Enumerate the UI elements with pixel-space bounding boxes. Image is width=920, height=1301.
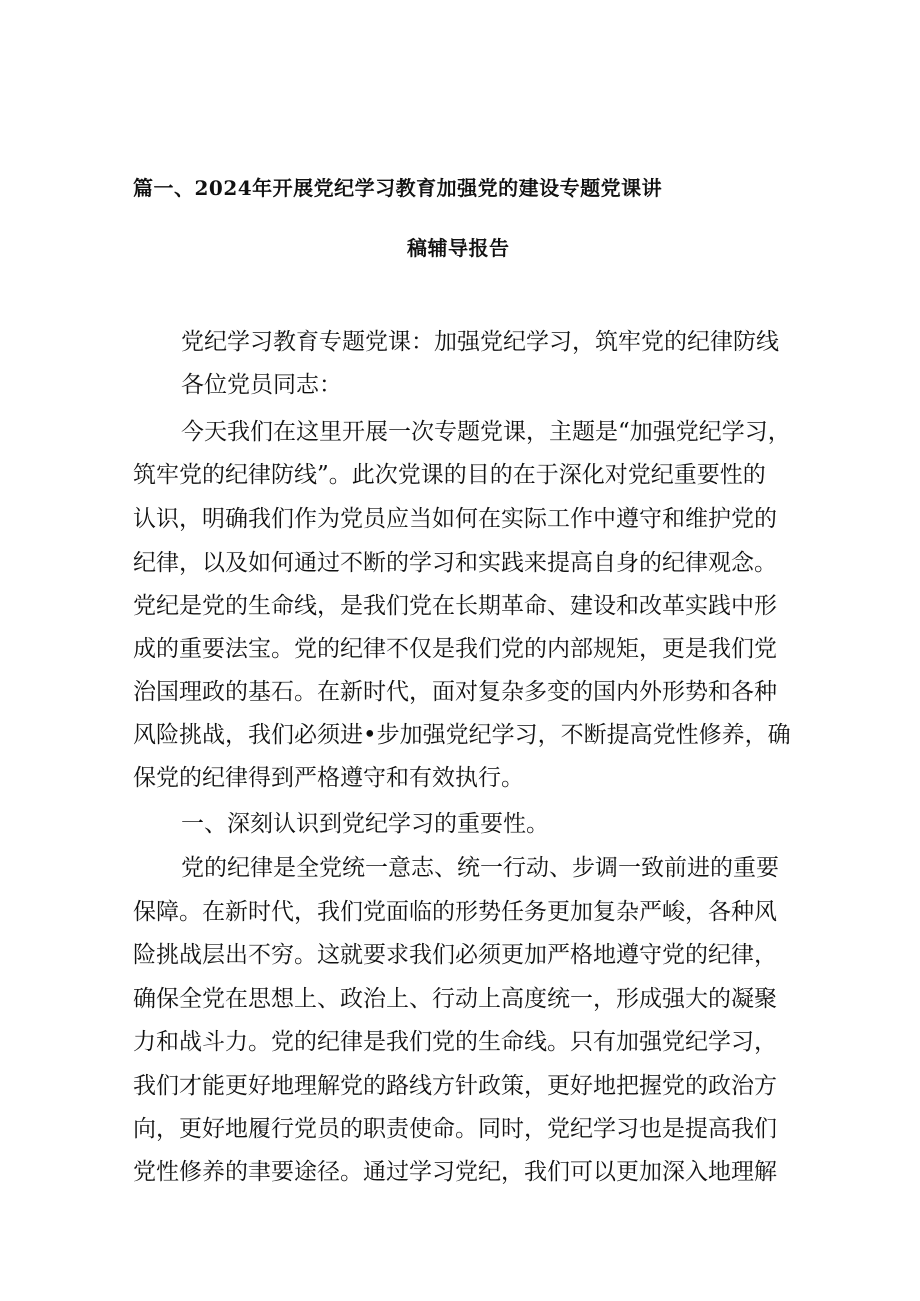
- paragraph-line: 今天我们在这里开展一次专题党课，主题是“加强党纪学习，: [181, 419, 791, 445]
- paragraph-line: 成的重要法宝。党的纪律不仅是我们党的内部规矩，更是我们党: [133, 636, 777, 662]
- paragraph-line: 筑牢党的纪律防线”。此次党课的目的在于深化对党纪重要性的: [133, 462, 766, 488]
- subtitle: 党纪学习教育专题党课：加强党纪学习，筑牢党的纪律防线: [181, 329, 779, 355]
- document-title-line-2: 稿辅导报告: [407, 236, 510, 260]
- section-heading: 一、深刻认识到党纪学习的重要性。: [181, 811, 549, 837]
- paragraph-line: 向，更好地履行党员的职责使命。同时，党纪学习也是提高我们: [133, 1116, 777, 1142]
- paragraph-line: 保党的纪律得到严格遵守和有效执行。: [133, 765, 524, 791]
- paragraph-line: 保障。在新时代，我们党面临的形势任务更加复杂严峻，各种风: [133, 899, 777, 925]
- paragraph-line: 力和战斗力。党的纪律是我们党的生命线。只有加强党纪学习，: [133, 1029, 777, 1055]
- paragraph-line: 党的纪律是全党统一意志、统一行动、步调一致前进的重要: [181, 855, 779, 881]
- document-title-line-1: 篇一、2024年开展党纪学习教育加强党的建设专题党课讲: [133, 176, 663, 200]
- paragraph-line: 我们才能更好地理解党的路线方针政策，更好地把握党的政治方: [133, 1073, 777, 1099]
- paragraph-line: 治国理政的基石。在新时代，面对复杂多变的国内外形势和各种: [133, 679, 777, 705]
- paragraph-line: 认识，明确我们作为党员应当如何在实际工作中遵守和维护党的: [133, 506, 777, 532]
- paragraph-line: 党纪是党的生命线，是我们党在长期革命、建设和改革实践中形: [133, 593, 777, 619]
- paragraph-line: 确保全党在思想上、政治上、行动上高度统一，形成强大的凝聚: [133, 986, 777, 1012]
- paragraph-line: 党性修养的聿要途径。通过学习党纪，我们可以更加深入地理解: [133, 1159, 777, 1185]
- salutation: 各位党员同志：: [181, 372, 342, 398]
- paragraph-line: 纪律，以及如何通过不断的学习和实践来提高自身的纪律观念。: [133, 550, 777, 576]
- paragraph-line: 险挑战层出不穷。这就要求我们必须更加严格地遵守党的纪律，: [133, 942, 777, 968]
- paragraph-line: 风险挑战，我们必须进•步加强党纪学习，不断提高党性修养，确: [133, 722, 791, 748]
